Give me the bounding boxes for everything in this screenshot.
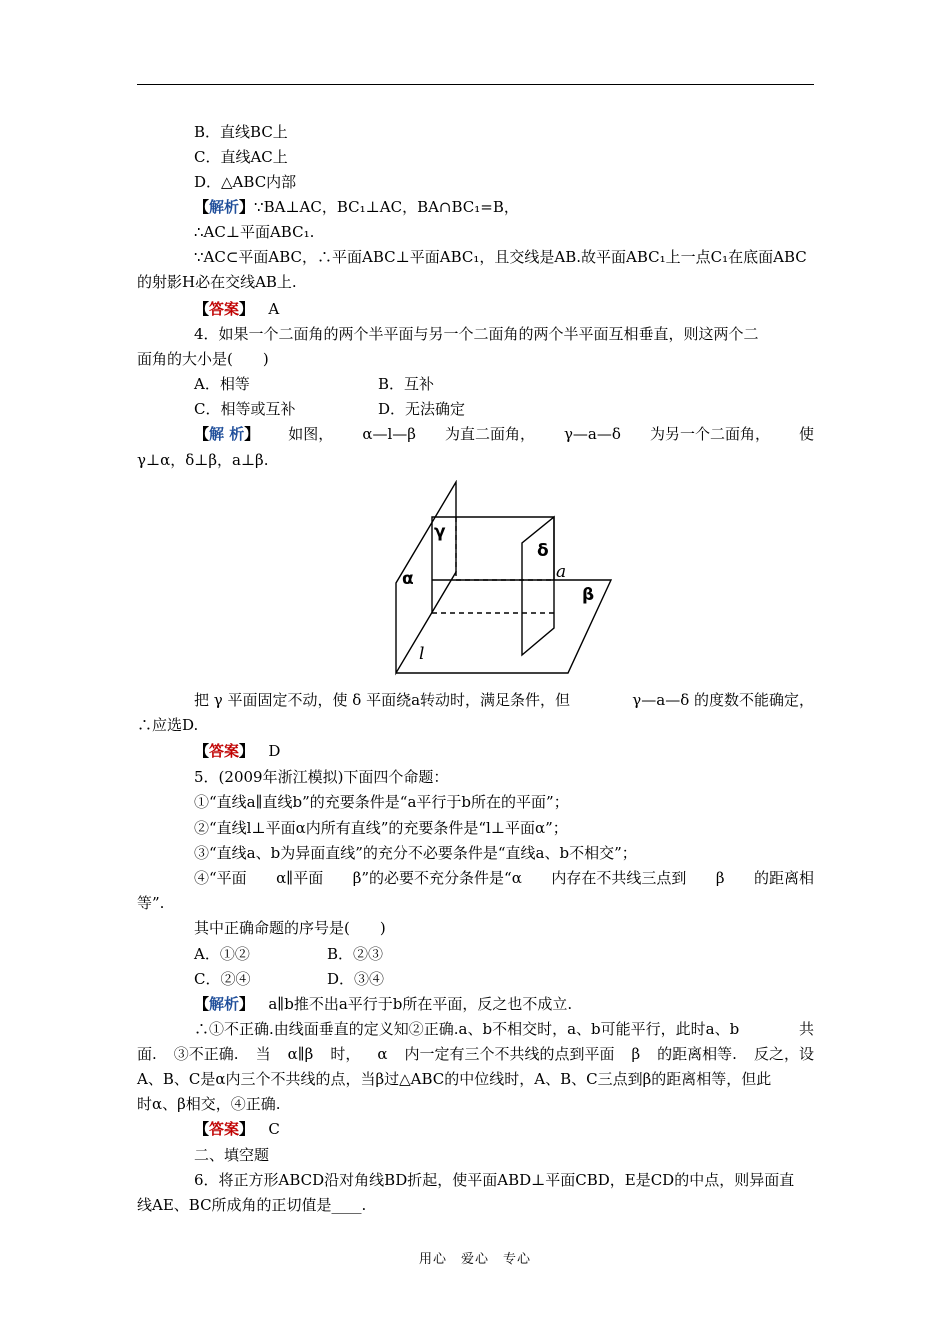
- q3-option-d: D．△ABC内部: [194, 173, 297, 191]
- page-footer: 用心 爱心 专心: [418, 1252, 531, 1267]
- q3-answer-tag: 答案: [209, 300, 240, 318]
- q5-option-c: C．②④: [194, 970, 251, 988]
- q4-option-b: B．互补: [378, 375, 435, 393]
- q4-after-line-1: 把 γ 平面固定不动，使 δ 平面绕a转动时，满足条件，但 γ—a—δ 的度数不能确定，: [194, 691, 814, 709]
- q5-stem: 5．(2009年浙江模拟)下面四个命题：: [194, 768, 449, 786]
- label-a: a: [556, 562, 567, 582]
- q3-solution-line-4: 的射影H必在交线AB上.: [137, 273, 297, 291]
- q5-solution-line-3: 面. ③不正确. 当 α∥β 时， α 内一定有三个不共线的点到平面 β 的距离相等. 反之，设: [137, 1045, 814, 1063]
- header-rule: [137, 84, 814, 85]
- q5-solution-line-2: ∴①不正确.由线面垂直的定义知②正确.a、b不相交时，a、b可能平行，此时a、b 共: [194, 1020, 814, 1038]
- q4-option-c: C．相等或互补: [194, 400, 296, 418]
- q4-answer-tag: 答案: [209, 742, 240, 760]
- q5-proposition-4-cont: 等”.: [137, 894, 165, 912]
- section-fill-in-blank: 二、填空题: [194, 1146, 270, 1164]
- label-l: l: [419, 644, 425, 664]
- q3-option-c: C．直线AC上: [194, 148, 288, 166]
- q5-question: 其中正确命题的序号是( ): [194, 919, 386, 937]
- label-beta: β: [582, 585, 595, 605]
- q4-stem-line-1: 4．如果一个二面角的两个半平面与另一个二面角的两个半平面互相垂直，则这两个二: [194, 325, 759, 343]
- q5-option-b: B．②③: [327, 945, 384, 963]
- label-delta: δ: [537, 541, 549, 561]
- q5-solution-line-1: 【解析】 a∥b推不出a平行于b所在平面，反之也不成立.: [194, 995, 573, 1013]
- q5-solution-line-5: 时α、β相交，④正确.: [137, 1095, 281, 1113]
- dihedral-angle-figure: [392, 480, 616, 676]
- q4-solution-line-1: 【解 析】 如图， α—l—β 为直二面角， γ—a—δ 为另一个二面角， 使: [194, 425, 814, 443]
- q5-solution-line-4: A、B、C是α内三个不共线的点，当β过△ABC的中位线时，A、B、C三点到β的距离相等，但此: [137, 1070, 772, 1088]
- q5-answer-tag: 答案: [209, 1120, 240, 1138]
- q3-answer: 【答案】 A: [194, 300, 280, 318]
- q4-answer: 【答案】 D: [194, 742, 281, 760]
- q3-solution-line-3: ∵AC⊂平面ABC，∴平面ABC⊥平面ABC₁，且交线是AB.故平面ABC₁上一点C₁在底面ABC: [194, 248, 807, 266]
- label-alpha: α: [402, 569, 414, 589]
- q5-proposition-1: ①“直线a∥直线b”的充要条件是“a平行于b所在的平面”；: [194, 793, 569, 811]
- q4-after-line-2: ∴应选D.: [137, 716, 199, 734]
- q5-proposition-3: ③“直线a、b为异面直线”的充分不必要条件是“直线a、b不相交”；: [194, 844, 637, 862]
- q5-answer: 【答案】 C: [194, 1120, 280, 1138]
- label-gamma: γ: [434, 522, 446, 542]
- q3-solution-tag: 解析: [209, 198, 240, 216]
- q4-solution-tag: 解 析: [209, 425, 245, 443]
- q4-stem-line-2: 面角的大小是( ): [137, 350, 269, 368]
- q3-option-b: B．直线BC上: [194, 123, 288, 141]
- q5-proposition-2: ②“直线l⊥平面α内所有直线”的充要条件是“l⊥平面α”；: [194, 819, 568, 837]
- q3-solution-line-1: 【解析】∵BA⊥AC，BC₁⊥AC，BA∩BC₁=B，: [194, 198, 519, 216]
- q5-proposition-4: ④“平面 α∥平面 β”的必要不充分条件是“α 内存在不共线三点到 β 的距离相: [194, 869, 814, 887]
- q6-line-2: 线AE、BC所成角的正切值是____.: [137, 1196, 367, 1214]
- q5-solution-tag: 解析: [209, 995, 240, 1013]
- q4-solution-line-2: γ⊥α，δ⊥β，a⊥β.: [137, 451, 269, 469]
- q3-solution-line-2: ∴AC⊥平面ABC₁.: [194, 223, 315, 241]
- beta-plane: [396, 580, 611, 673]
- q5-option-d: D．③④: [327, 970, 385, 988]
- q6-line-1: 6．将正方形ABCD沿对角线BD折起，使平面ABD⊥平面CBD，E是CD的中点，则异面直: [194, 1171, 795, 1189]
- delta-plane: [522, 517, 554, 655]
- q4-option-a: A．相等: [194, 375, 250, 393]
- q4-option-d: D．无法确定: [378, 400, 466, 418]
- q5-option-a: A．①②: [194, 945, 250, 963]
